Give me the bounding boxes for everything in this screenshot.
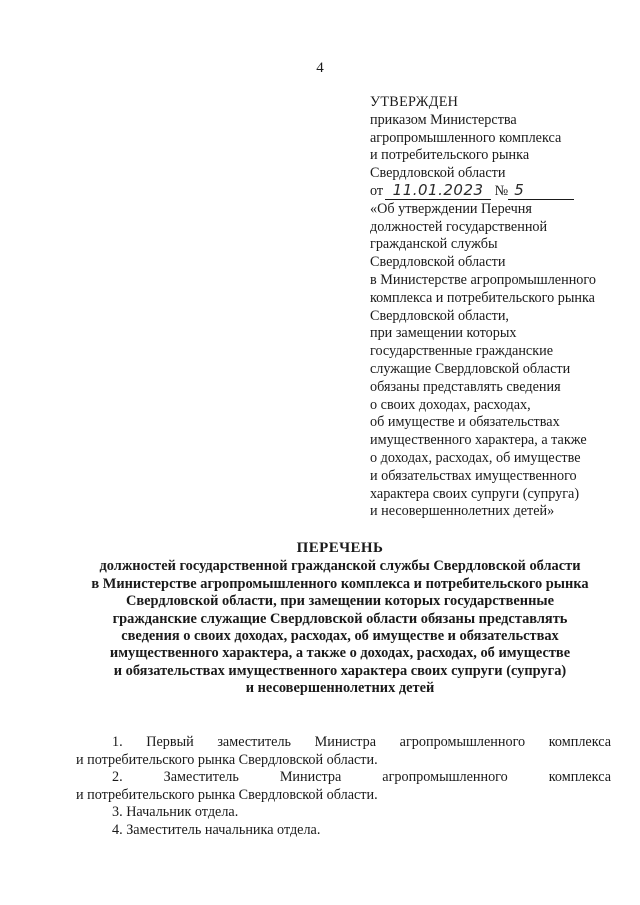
subtitle-line: должностей государственной гражданской службы Свердловской области [99,558,581,575]
subtitle-line: в Министерстве агропромышленного комплекса и потребительского рынка [91,575,589,592]
subject-line: служащие Свердловской области [370,360,571,377]
order-date-line [370,180,632,201]
document-title-block [60,540,620,698]
subject-line: «Об утверждении Перечня [370,200,532,217]
list-item [76,804,611,822]
subject-line: в Министерстве агропромышленного [370,271,596,288]
list-item-first-line: 1. Первый заместитель Министра агропромышленного комплекса [112,734,611,750]
document-title: ПЕРЕЧЕНЬ [296,540,384,556]
subtitle-line: и несовершеннолетних детей [245,680,435,697]
approval-block [370,94,632,521]
list-item [76,822,611,840]
subject-line: гражданской службы [370,236,498,253]
subject-line: об имуществе и обязательствах [370,414,560,431]
order-number-handwritten: 5 [514,180,525,199]
subject-line: и обязательствах имущественного [370,467,577,484]
order-date-field [385,180,491,200]
subject-line: о доходах, расходах, об имуществе [370,449,581,466]
list-item-first-line: 4. Заместитель начальника отдела. [112,821,321,838]
subtitle-line: сведения о своих доходах, расходах, об имуществе и обязательствах [121,628,559,645]
subject-line: обязаны представлять сведения [370,378,561,395]
subtitle-line: Свердловской области, при замещении которых государственные [125,593,555,610]
page-number: 4 [316,60,324,76]
approval-line: Свердловской области [370,165,506,182]
approval-line: приказом Министерства [370,111,517,128]
subject-line: имущественного характера, а также [370,432,587,449]
subject-line: Свердловской области, [370,307,509,324]
list-item-continuation: и потребительского рынка Свердловской области. [76,751,378,768]
order-number-field [508,180,574,200]
list-item [76,769,611,804]
number-label: № [494,182,509,199]
list-item-continuation: и потребительского рынка Свердловской области. [76,786,378,803]
order-date-handwritten: 11.01.2023 [392,180,484,199]
approval-line: и потребительского рынка [370,147,530,164]
list-item-first-line: 3. Начальник отдела. [112,804,239,821]
list-item-first-line: 2. Заместитель Министра агропромышленного комплекса [112,769,611,786]
date-prefix: от [370,182,384,199]
subject-line: государственные гражданские [370,343,554,360]
subtitle-line: гражданские служащие Свердловской области обязаны представлять [112,610,568,627]
subject-line: должностей государственной [370,218,548,235]
subject-line: комплекса и потребительского рынка [370,289,595,306]
positions-list [76,734,611,840]
subject-line: при замещении которых [370,325,517,342]
subject-line: о своих доходах, расходах, [370,396,531,413]
subject-line: Свердловской области [370,254,506,271]
list-item [76,734,611,769]
approval-heading: УТВЕРЖДЕН [370,94,459,110]
subtitle-line: имущественного характера, а также о доходах, расходах, об имуществе [109,645,571,662]
approval-line: агропромышленного комплекса [370,129,562,146]
subtitle-line: и обязательствах имущественного характера своих супруги (супруга) [113,662,567,679]
subject-line: характера своих супруги (супруга) [370,485,580,502]
subject-line: и несовершеннолетних детей» [370,503,555,520]
